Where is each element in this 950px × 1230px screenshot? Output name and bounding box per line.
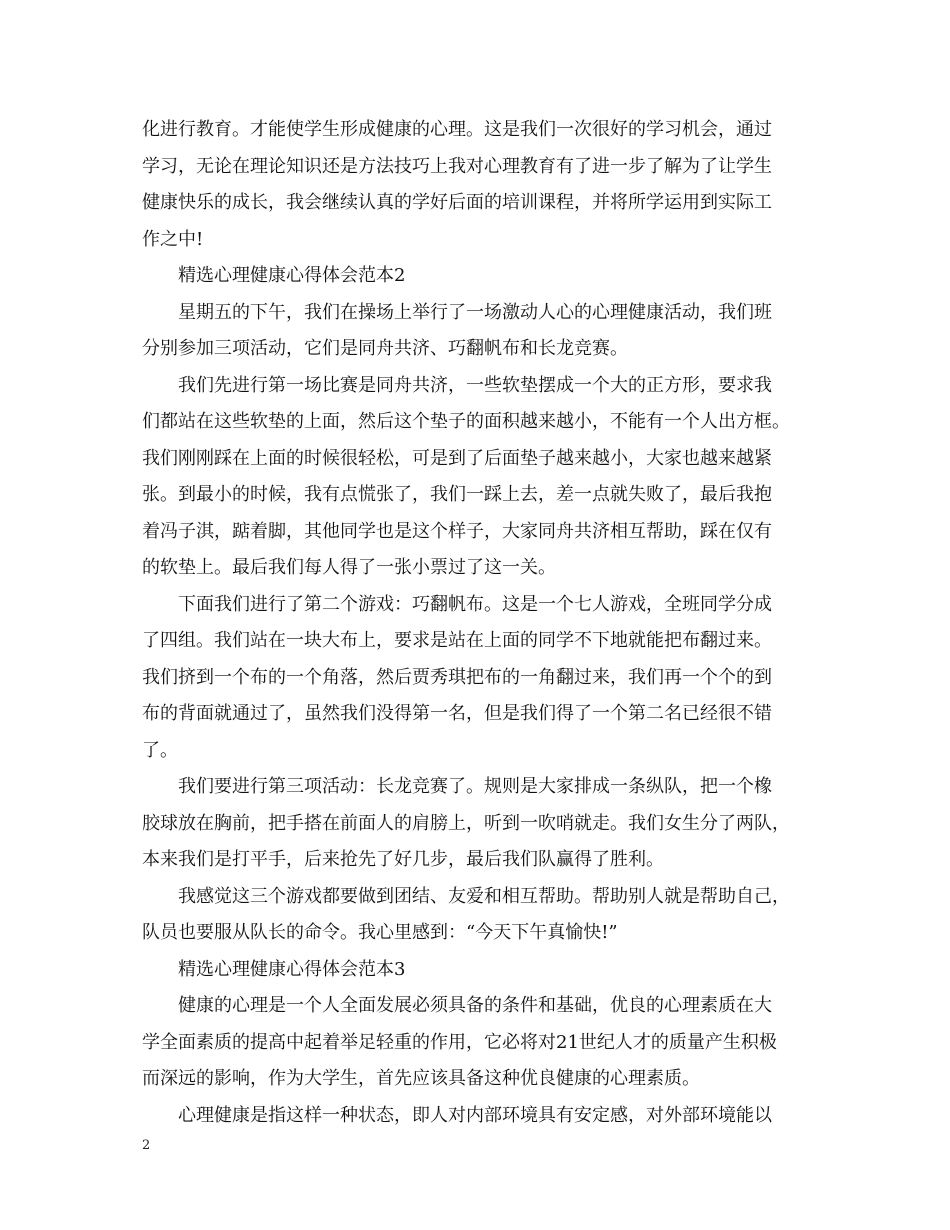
document-body: [142, 112, 817, 1134]
text-line: 布的背面就通过了，虽然我们没得第一名，但是我们得了一个第二名已经很不错: [142, 703, 772, 724]
text-line: 健康的心理是一个人全面发展必须具备的条件和基础，优良的心理素质在大: [178, 995, 772, 1016]
text-line: 本来我们是打平手，后来抢先了好几步，最后我们队赢得了胜利。: [142, 849, 664, 870]
page-number: 2: [142, 1138, 151, 1153]
text-line: 下面我们进行了第二个游戏：巧翻帆布。这是一个七人游戏，全班同学分成: [178, 593, 772, 615]
text-line: 我们先进行第一场比赛是同舟共济，一些软垫摆成一个大的正方形，要求我: [178, 374, 772, 396]
text-line: 学全面素质的提高中起着举足轻重的作用，它必将对21世纪人才的质量产生积极: [142, 1031, 777, 1053]
text-line: 星期五的下午，我们在操场上举行了一场激动人心的心理健康活动，我们班: [178, 301, 772, 323]
text-line: 我们要进行第三项活动：长龙竞赛了。规则是大家排成一条纵队，把一个橡: [178, 776, 772, 797]
text-line: 精选心理健康心得体会范本3: [178, 958, 406, 980]
text-line: 了。: [142, 739, 178, 761]
text-line: 分别参加三项活动，它们是同舟共济、巧翻帆布和长龙竞赛。: [142, 338, 628, 359]
text-line: 我们刚刚踩在上面的时候很轻松，可是到了后面垫子越来越小，大家也越来越紧: [142, 447, 772, 469]
text-line: 胶球放在胸前，把手搭在前面人的肩膀上，听到一吹哨就走。我们女生分了两队，: [142, 812, 790, 834]
text-line: 作之中!: [142, 228, 204, 250]
text-line: 精选心理健康心得体会范本2: [178, 265, 406, 286]
text-line: 心理健康是指这样一种状态，即人对内部环境具有安定感，对外部环境能以: [178, 1104, 772, 1126]
text-line: 我感觉这三个游戏都要做到团结、友爱和相互帮助。帮助别人就是帮助自己，: [178, 885, 790, 907]
text-line: 化进行教育。才能使学生形成健康的心理。这是我们一次很好的学习机会，通过: [142, 119, 772, 140]
text-line: 着冯子淇，踮着脚，其他同学也是这个样子，大家同舟共济相互帮助，踩在仅有: [142, 520, 772, 542]
text-line: 张。到最小的时候，我有点慌张了，我们一踩上去，差一点就失败了，最后我抱: [142, 484, 772, 505]
text-line: 健康快乐的成长，我会继续认真的学好后面的培训课程，并将所学运用到实际工: [142, 192, 772, 213]
text-line: 我们挤到一个布的一个角落，然后贾秀琪把布的一角翻过来，我们再一个个的到: [142, 666, 772, 688]
text-line: 而深远的影响，作为大学生，首先应该具备这种优良健康的心理素质。: [142, 1068, 700, 1089]
text-line: 学习，无论在理论知识还是方法技巧上我对心理教育有了进一步了解为了让学生: [142, 155, 772, 177]
text-line: 队员也要服从队长的命令。我心里感到：“今天下午真愉快!”: [142, 922, 618, 943]
text-line: 了四组。我们站在一块大布上，要求是站在上面的同学不下地就能把布翻过来。: [142, 630, 772, 651]
text-line: 们都站在这些软垫的上面，然后这个垫子的面积越来越小，不能有一个人出方框。: [142, 411, 790, 432]
text-line: 的软垫上。最后我们每人得了一张小票过了这一关。: [142, 557, 556, 578]
